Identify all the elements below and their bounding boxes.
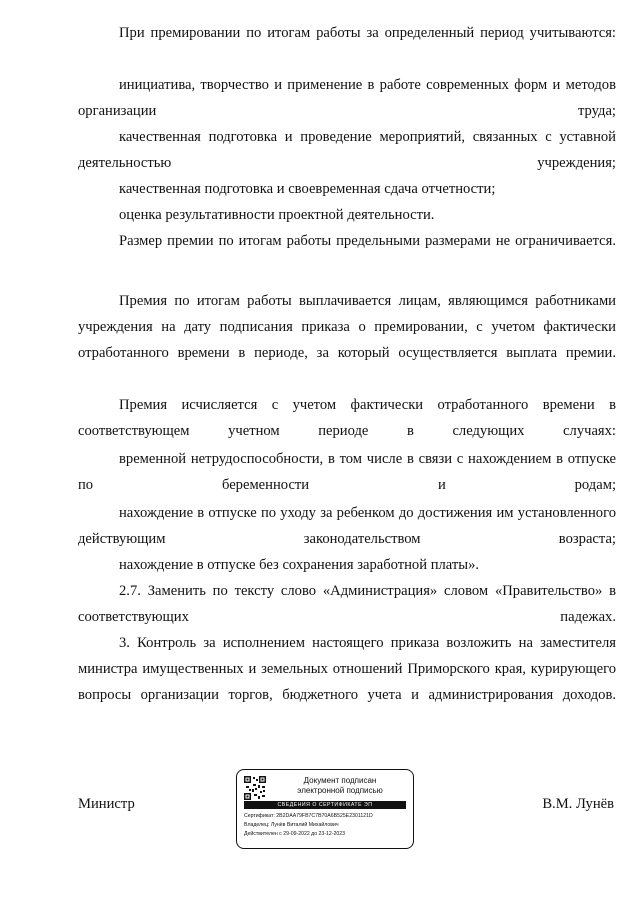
stamp-certificate: Сертификат: 2B2DAA79FB7C7B70A6B525E2301121D [244,813,373,819]
paragraph-1: При премировании по итогам работы за определенный период учитываются: [119,25,616,41]
stamp-certificate-bar: СВЕДЕНИЯ О СЕРТИФИКАТЕ ЭП [244,801,406,809]
stamp-heading-line-1: Документ подписан [303,776,377,785]
paragraph-12: 2.7. Заменить по тексту слово «Администрация» словом «Правительство» в соответствующих падежах. [78,583,616,625]
paragraph-8: Премия исчисляется с учетом фактически отработанного времени в соответствующем учетном периоде в следующих случаях: [78,397,616,439]
paragraph-9: временной нетрудоспособности, в том числе в связи с нахождением в отпуске по беременности и родам; [78,451,616,493]
paragraph-2: инициатива, творчество и применение в работе современных форм и методов организации труда; [78,77,616,119]
paragraph-11: нахождение в отпуске без сохранения заработной платы». [119,557,480,573]
stamp-validity: Действителен с 29-09-2022 до 23-12-2023 [244,831,346,837]
signer-title: Министр [78,796,135,812]
stamp-heading-line-2: электронной подписью [297,786,383,795]
electronic-signature-stamp [236,769,414,849]
qr-code-icon [244,776,266,800]
paragraph-10: нахождение в отпуске по уходу за ребенком до достижения им установленного действующим законодательством возраста; [78,505,616,547]
paragraph-4: качественная подготовка и своевременная сдача отчетности; [119,181,496,197]
paragraph-6: Размер премии по итогам работы предельными размерами не ограничивается. [119,233,616,249]
signer-name: В.М. Лунёв [542,796,614,812]
paragraph-3: качественная подготовка и проведение мероприятий, связанных с уставной деятельностью учреждения; [78,129,616,171]
paragraph-7: Премия по итогам работы выплачивается лицам, являющимся работниками учреждения на дату подписания приказа о премировании, с учетом фактически отработанного времени в периоде, за который осуществляется выплата премии. [78,293,616,361]
paragraph-5: оценка результативности проектной деятельности. [119,207,435,223]
stamp-owner: Владелец: Лунёв Виталий Михайлович [244,822,339,828]
stamp-heading [273,776,407,796]
paragraph-13: 3. Контроль за исполнением настоящего приказа возложить на заместителя министра имущественных и земельных отношений Приморского края, курирующего вопросы организации торгов, бюджетного учета и администрирования доходов. [78,635,616,703]
